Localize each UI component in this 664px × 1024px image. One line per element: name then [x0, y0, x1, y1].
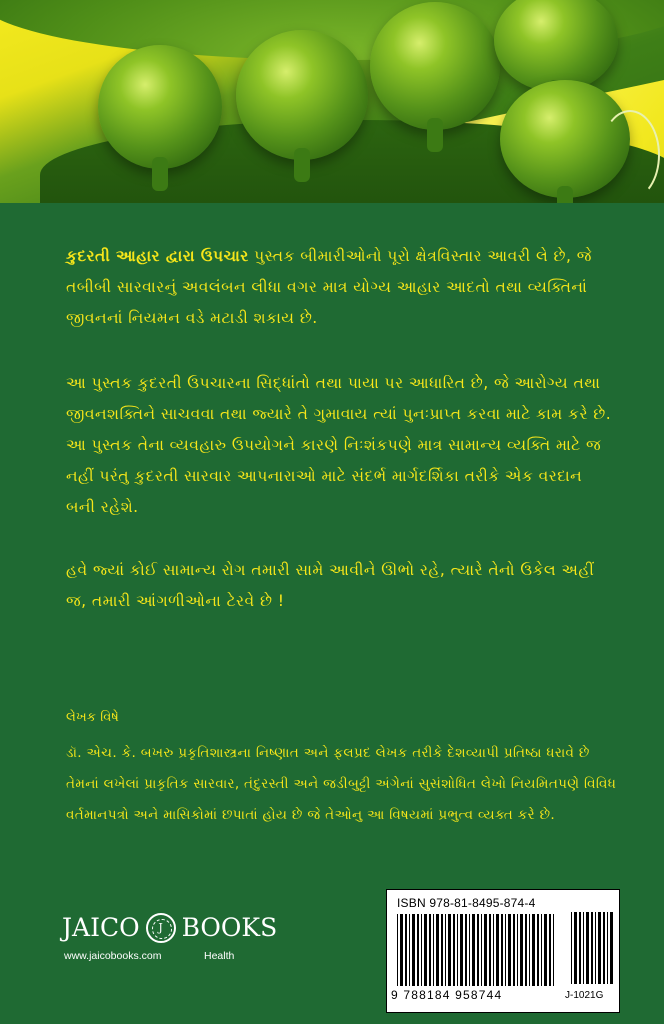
author-bio: ડૉ. એચ. કે. બખરુ પ્રકૃતિશાસ્ત્રના નિષ્ણાત અને ફલપ્રદ લેખક તરીકે દેશવ્યાપી પ્રતિષ્ઠા ધરાવે છે તેમનાં લખેલાં પ્રાકૃતિક સારવાર, તંદુરસ્તી અને જડીબુટ્ટી અંગેનાં સુસંશોધિત લેખો નિયમિતપણે વિવિધ વર્તમાનપત્રો અને માસિકોમાં છપાતાં હોય છે જે તેઓનુ આ વિષયમાં પ્રભુત્વ વ્યક્ત કરે છે. — [66, 745, 617, 823]
publisher-logo — [62, 908, 302, 944]
back-cover-text-area — [0, 203, 664, 1024]
cover-photo-peas — [0, 0, 664, 203]
pea-3 — [370, 2, 500, 130]
book-title-inline: કુદરતી આહાર દ્વારા ઉપચાર — [66, 247, 249, 265]
barcode-side-bars — [571, 912, 615, 984]
catalog-code: J-1021G — [565, 990, 604, 1001]
pea-tendril — [600, 110, 660, 200]
isbn-barcode-box — [386, 889, 620, 1013]
isbn-label: ISBN 978-81-8495-874-4 — [397, 896, 536, 910]
description-paragraph-3: હવે જ્યાં કોઈ સામાન્ય રોગ તમારી સામે આવીને ઊભો રહે, ત્યારે તેનો ઉકેલ અહીં જ, તમારી આંગળીઓના ટેરવે છે ! — [66, 561, 595, 610]
pea-4 — [494, 0, 618, 92]
book-category: Health — [204, 950, 235, 962]
publisher-name-right: BOOKS — [181, 912, 278, 942]
publisher-block — [62, 908, 302, 968]
description-paragraph-1-text: પુસ્તક બીમારીઓનો પૂરો ક્ષેત્રવિસ્તાર આવરી લે છે, જે તબીબી સારવારનું અવલંબન લીધા વગર માત્ર યોગ્ય આહાર આદતો તથા વ્યક્તિનાં જીવનનાં નિયમન વડે મટાડી શકાય છે. — [66, 247, 592, 327]
barcode-digits: 9 788184 958744 — [391, 988, 503, 1002]
barcode-bars — [397, 914, 557, 986]
description-paragraph-1 — [66, 241, 616, 334]
publisher-seal-icon — [146, 913, 176, 943]
publisher-name-left: JAICO — [62, 912, 140, 942]
publisher-url: www.jaicobooks.com — [64, 950, 162, 962]
pea-1 — [98, 45, 222, 169]
author-heading: લેખક વિષે — [66, 710, 119, 725]
description-paragraph-2: આ પુસ્તક કુદરતી ઉપચારના સિદ્ધાંતો તથા પાયા પર આધારિત છે, જે આરોગ્ય તથા જીવનશક્તિને સાચવવા તથા જ્યારે તે ગુમાવાય ત્યાં પુનઃપ્રાપ્ત કરવા માટે કામ કરે છે. આ પુસ્તક તેના વ્યવહારુ ઉપયોગને કારણે નિઃશંકપણે માત્ર સામાન્ય વ્યક્તિ માટે જ નહીં પરંતુ કુદરતી સારવાર આપનારાઓ માટે સંદર્ભ માર્ગદર્શિકા તરીકે એક વરદાન બની રહેશે. — [66, 374, 612, 516]
pea-2 — [236, 30, 368, 160]
